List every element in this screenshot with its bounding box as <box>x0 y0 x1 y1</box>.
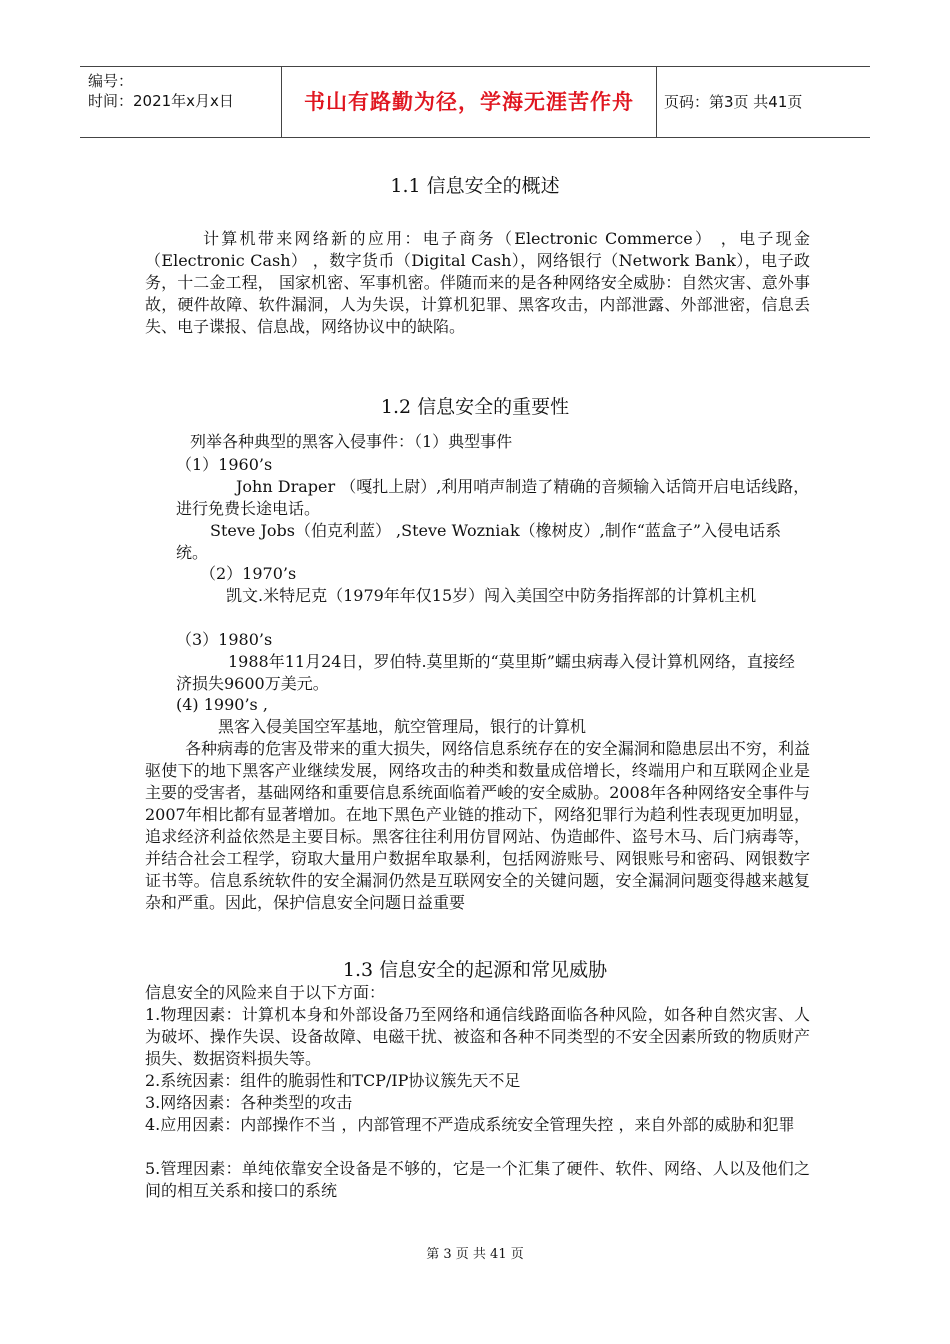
section-title-1-1: 1.1 信息安全的概述 <box>390 175 560 197</box>
risk-factor-system: 2.系统因素：组件的脆弱性和TCP/IP协议簇先天不足 <box>145 1071 521 1090</box>
events-intro: 列举各种典型的黑客入侵事件：（1）典型事件 <box>190 432 513 451</box>
page-header <box>80 66 870 138</box>
event-3-label: （3）1980’s <box>176 630 273 649</box>
risk-factor-application: 4.应用因素：内部操作不当 ，内部管理不严造成系统安全管理失控 ，来自外部的威胁和犯罪 <box>145 1115 795 1134</box>
event-1-text-a: John Draper （嘎扎上尉）,利用哨声制造了精确的音频输入话筒开启电话线路，进行免费长途电话。 <box>176 477 810 518</box>
document-date: 时间：2021年x月x日 <box>88 92 234 110</box>
importance-summary: 各种病毒的危害及带来的重大损失，网络信息系统存在的安全漏洞和隐患层出不穷，利益驱使下的地下黑客产业继续发展，网络攻击的种类和数量成倍增长，终端用户和互联网企业是主要的受害者，基础网络和重要信息系统面临着严峻的安全威胁。2008年各种网络安全事件与2007年相比都有显著增加。在地下黑色产业链的推动下，网络犯罪行为趋利性表现更加明显，追求经济利益依然是主要目标。黑客往往利用仿冒网站、伪造邮件、盗号木马、后门病毒等，并结合社会工程学，窃取大量用户数据牟取暴利，包括网游账号、网银账号和密码、网银数字证书等。信息系统软件的安全漏洞仍然是互联网安全的关键问题，安全漏洞问题变得越来越复杂和严重。因此，保护信息安全问题日益重要 <box>145 739 810 912</box>
header-page-info: 页码：第3页 共41页 <box>664 93 803 111</box>
event-4-label: (4) 1990’s , <box>176 695 268 714</box>
section-1-1-body: 计算机带来网络新的应用：电子商务（Electronic Commerce） ，电子现金（Electronic Cash） ，数字货币（Digital Cash），网络银行（Network Bank），电子政务，十二金工程， 国家机密、军事机密。伴随而来的是各种网络安全威胁：自然灾害、意外事故，硬件故障、软件漏洞，人为失误，计算机犯罪、黑客攻击，内部泄露、外部泄密，信息丢失、电子谍报、信息战，网络协议中的缺陷。 <box>145 229 810 336</box>
event-2-text: 凯文.米特尼克（1979年年仅15岁）闯入美国空中防务指挥部的计算机主机 <box>226 586 757 605</box>
document-number: 编号： <box>88 72 134 90</box>
header-motto: 书山有路勤为径，学海无涯苦作舟 <box>282 67 657 137</box>
risk-factor-physical: 1.物理因素：计算机本身和外部设备乃至网络和通信线路面临各种风险，如各种自然灾害、人为破坏、操作失误、设备故障、电磁干扰、被盗和各种不同类型的不安全因素所致的物质财产损失、数据资料损失等。 <box>145 1005 810 1068</box>
event-3-text: 1988年11月24日，罗伯特.莫里斯的“莫里斯”蠕虫病毒入侵计算机网络，直接经济损失9600万美元。 <box>176 652 795 693</box>
event-1-label: （1）1960’s <box>176 455 273 474</box>
page-footer: 第 3 页 共 41 页 <box>426 1247 524 1262</box>
risk-intro: 信息安全的风险来自于以下方面： <box>145 983 386 1002</box>
section-title-1-2: 1.2 信息安全的重要性 <box>380 396 570 418</box>
risk-factor-management: 5.管理因素：单纯依靠安全设备是不够的，它是一个汇集了硬件、软件、网络、人以及他们之间的相互关系和接口的系统 <box>145 1159 810 1200</box>
event-4-text: 黑客入侵美国空军基地，航空管理局，银行的计算机 <box>218 717 587 736</box>
event-1-text-b: Steve Jobs（伯克利蓝） ,Steve Wozniak（橡树皮）,制作“蓝盒子”入侵电话系统。 <box>176 521 782 562</box>
risk-factor-network: 3.网络因素：各种类型的攻击 <box>145 1093 353 1112</box>
section-title-1-3: 1.3 信息安全的起源和常见威胁 <box>342 959 608 981</box>
event-2-label: （2）1970’s <box>200 564 297 583</box>
header-meta <box>80 67 282 137</box>
